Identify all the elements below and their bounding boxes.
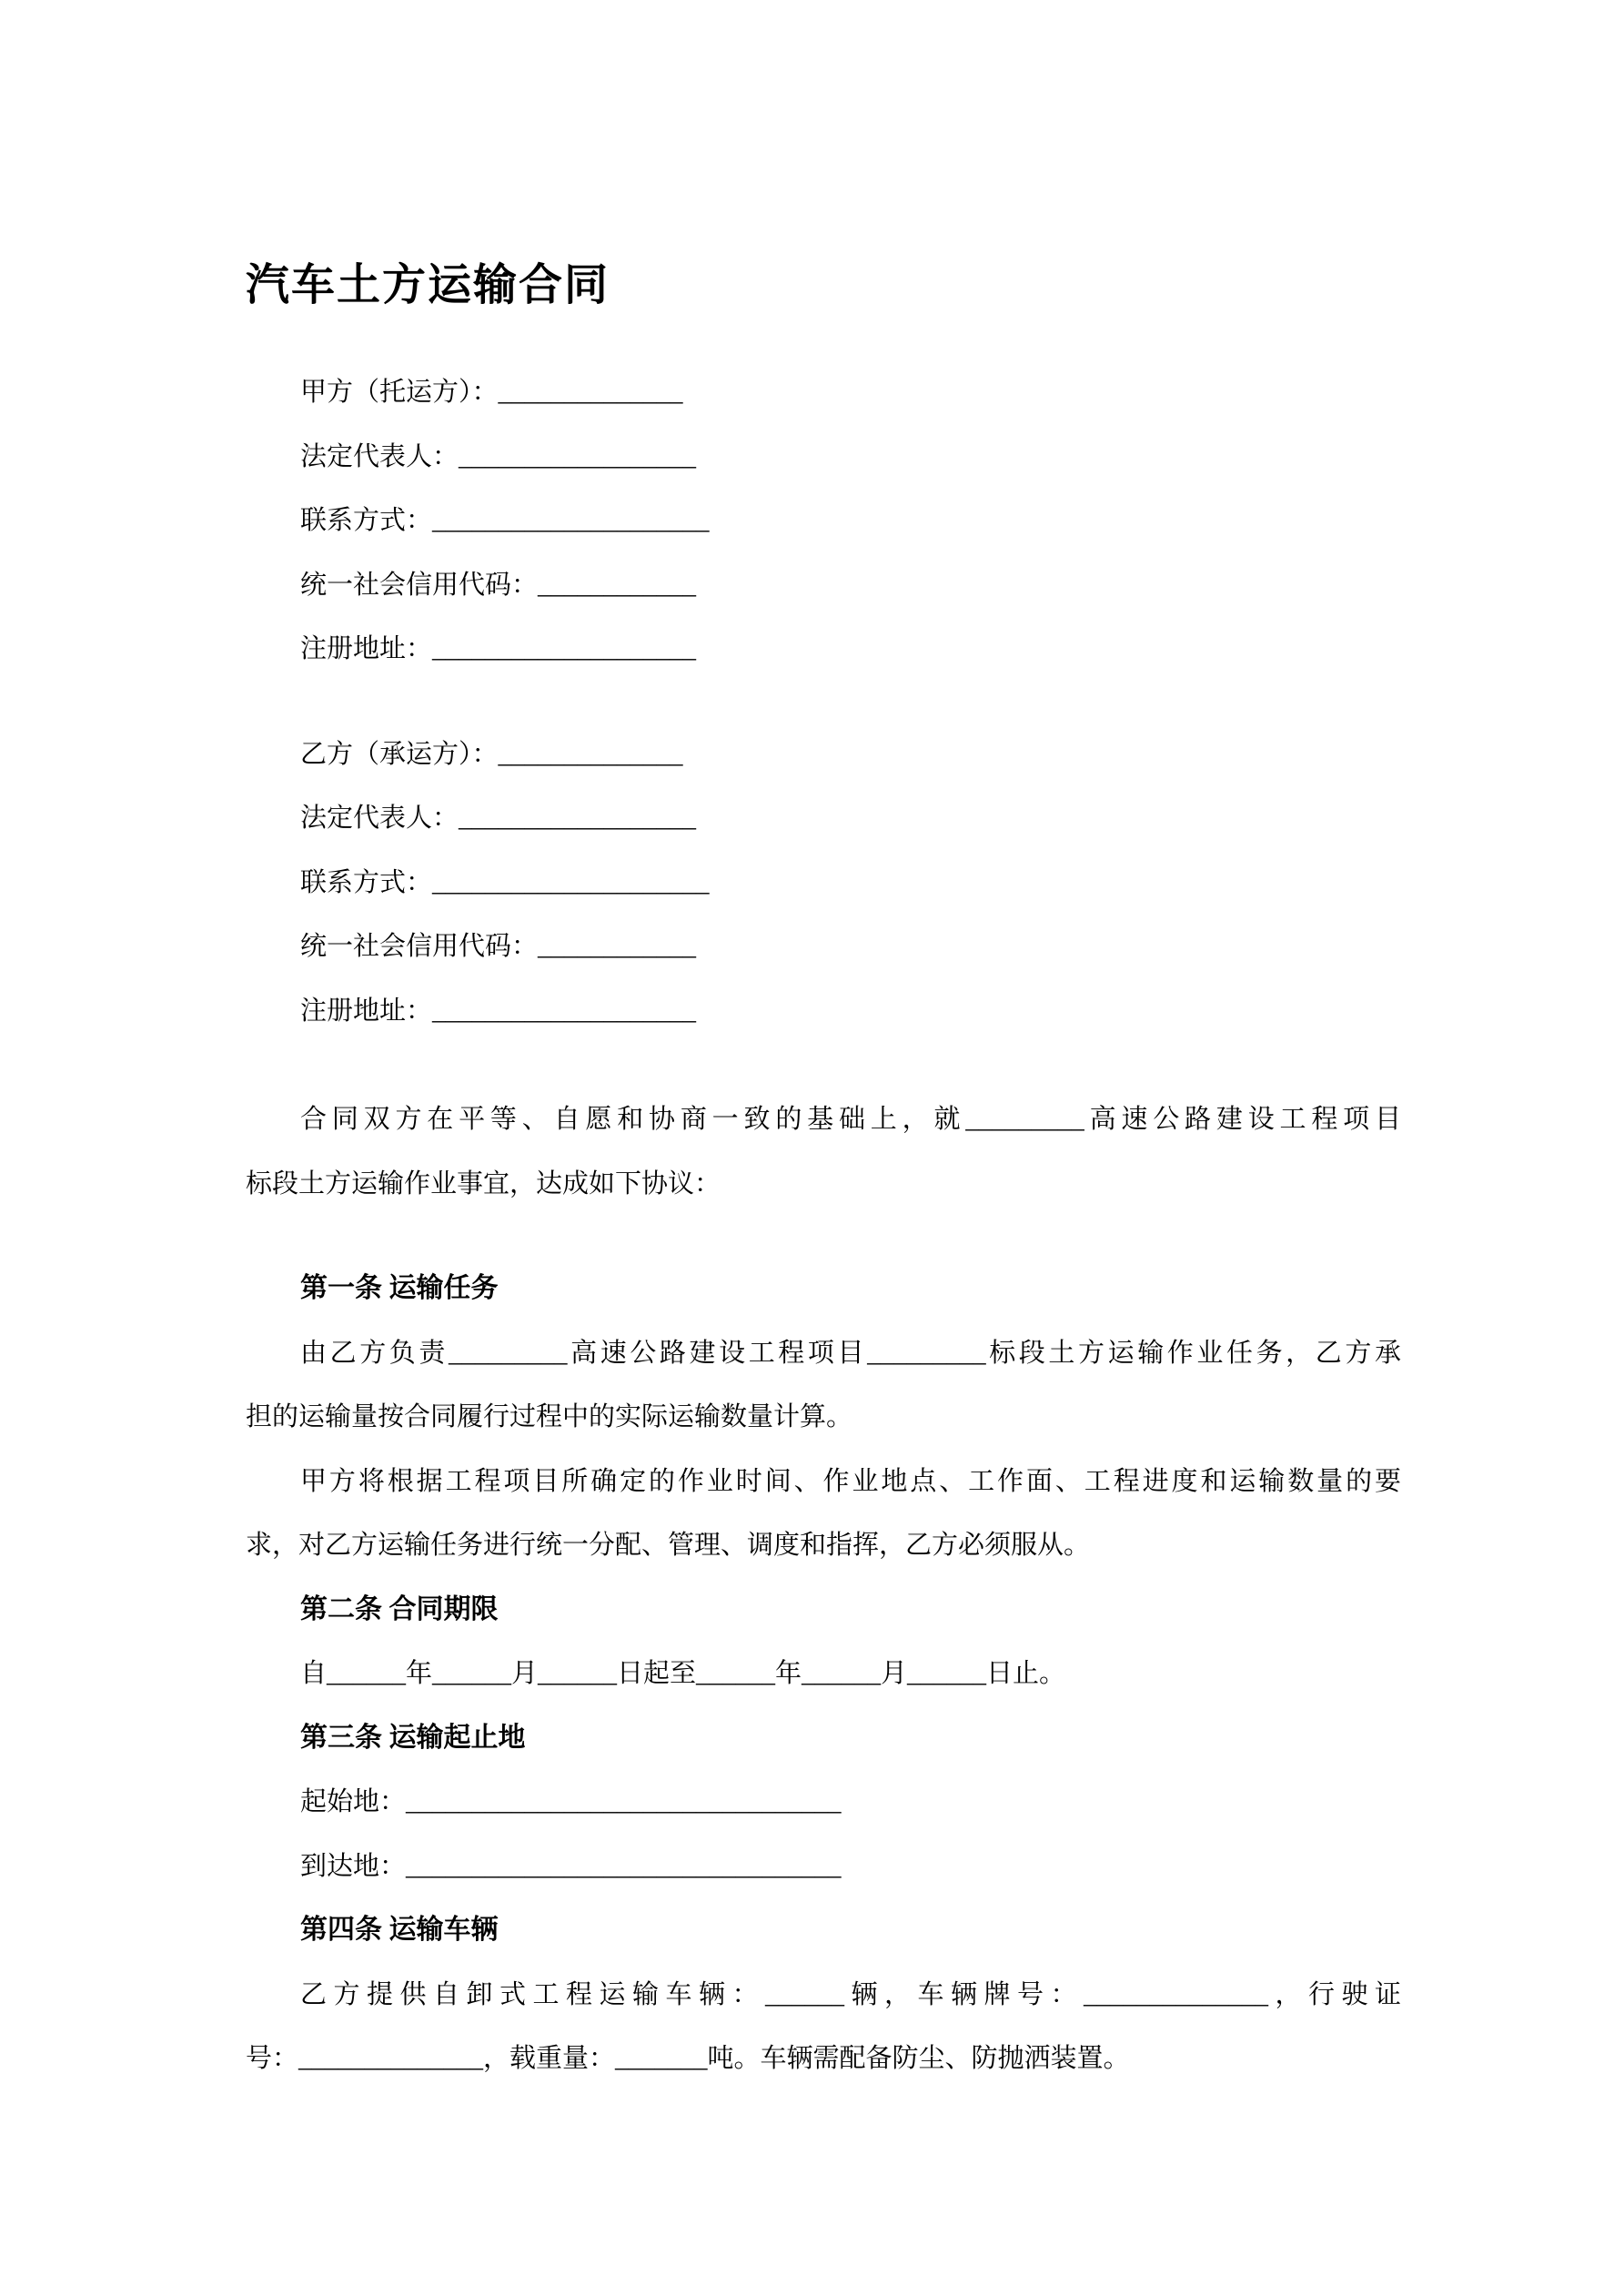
field-blank: ____________________: [432, 996, 697, 1026]
field-label: 起始地：: [300, 1787, 407, 1816]
paragraph-line: 担的运输量按合同履行过程中的实际运输数量计算。: [246, 1402, 853, 1431]
paragraph-line: 求，对乙方运输任务进行统一分配、管理、调度和指挥，乙方必须服从。: [246, 1531, 1091, 1560]
party-a-section: [246, 360, 1401, 682]
field-row-destination: [246, 1835, 1401, 1899]
intro-line-2: 标段土方运输作业事宜，达成如下协议：: [246, 1168, 721, 1199]
clause-2-heading: 第二条 合同期限: [300, 1593, 499, 1624]
field-label: 乙方（承运方）：: [300, 739, 499, 769]
paragraph-line: 乙方提供自卸式工程运输车辆：______辆，车辆牌号：______________，行驶证: [300, 1979, 1401, 2009]
page-title: 汽车土方运输合同: [246, 261, 610, 309]
field-label: 统一社会信用代码：: [300, 932, 539, 961]
clause-1-paragraph-1: [246, 1321, 1401, 1450]
field-label: 联系方式：: [300, 506, 433, 535]
paragraph-line: 号：______________，载重量：_______吨。车辆需配备防尘、防抛洒装置。: [246, 2044, 1130, 2073]
field-row-party-a-address: [246, 617, 1401, 682]
intro-paragraph: [246, 1087, 1401, 1216]
field-label: 法定代表人：: [300, 804, 459, 833]
field-label: 甲方（托运方）：: [300, 378, 499, 407]
field-row-party-a-name: [246, 360, 1401, 425]
paragraph-line: 由乙方负责_________高速公路建设工程项目_________标段土方运输作业任务，乙方承: [300, 1338, 1401, 1368]
clause-section-3: [246, 1706, 1401, 1899]
paragraph-line: 甲方将根据工程项目所确定的作业时间、作业地点、工作面、工程进度和运输数量的要: [300, 1466, 1401, 1496]
field-row-party-b-credit-code: [246, 915, 1401, 979]
field-label: 到达地：: [300, 1851, 407, 1881]
field-blank: _________________________________: [406, 1787, 842, 1816]
clause-1-heading: 第一条 运输任务: [300, 1273, 499, 1303]
field-label: 法定代表人：: [300, 441, 459, 471]
clause-1-paragraph-2: [246, 1450, 1401, 1578]
field-blank: __________________: [459, 441, 697, 471]
clause-3-heading: 第三条 运输起止地: [300, 1722, 526, 1753]
field-row-party-a-legal-rep: [246, 425, 1401, 490]
field-blank: ____________: [538, 570, 697, 600]
clause-2-term-line: 自______年______月______日起至______年______月______日止。: [300, 1659, 1066, 1688]
field-blank: _____________________: [432, 867, 710, 897]
field-label: 统一社会信用代码：: [300, 570, 539, 600]
field-row-party-b-name: [246, 723, 1401, 787]
intro-line-1: 合同双方在平等、自愿和协商一致的基础上，就_________高速公路建设工程项目: [300, 1105, 1401, 1134]
field-blank: ______________: [498, 739, 683, 769]
clause-4-paragraph: [246, 1963, 1401, 2091]
field-row-origin: [246, 1770, 1401, 1835]
field-blank: ____________________: [432, 634, 697, 663]
field-row-party-a-contact: [246, 489, 1401, 553]
clause-4-heading: 第四条 运输车辆: [300, 1915, 499, 1945]
party-b-section: [246, 723, 1401, 1044]
field-blank: ____________: [538, 932, 697, 961]
field-blank: ______________: [498, 378, 683, 407]
field-blank: _____________________: [432, 506, 710, 535]
field-label: 注册地址：: [300, 634, 433, 663]
field-row-party-a-credit-code: [246, 553, 1401, 618]
clause-section-1: [246, 1257, 1401, 1578]
field-label: 注册地址：: [300, 996, 433, 1026]
clause-section-4: [246, 1898, 1401, 2091]
field-label: 联系方式：: [300, 867, 433, 897]
field-row-party-b-address: [246, 979, 1401, 1044]
clause-section-2: [246, 1578, 1401, 1706]
field-row-party-b-legal-rep: [246, 786, 1401, 851]
field-blank: __________________: [459, 804, 697, 833]
field-row-party-b-contact: [246, 851, 1401, 915]
field-blank: _________________________________: [406, 1851, 842, 1881]
document-content: [246, 0, 1401, 2091]
